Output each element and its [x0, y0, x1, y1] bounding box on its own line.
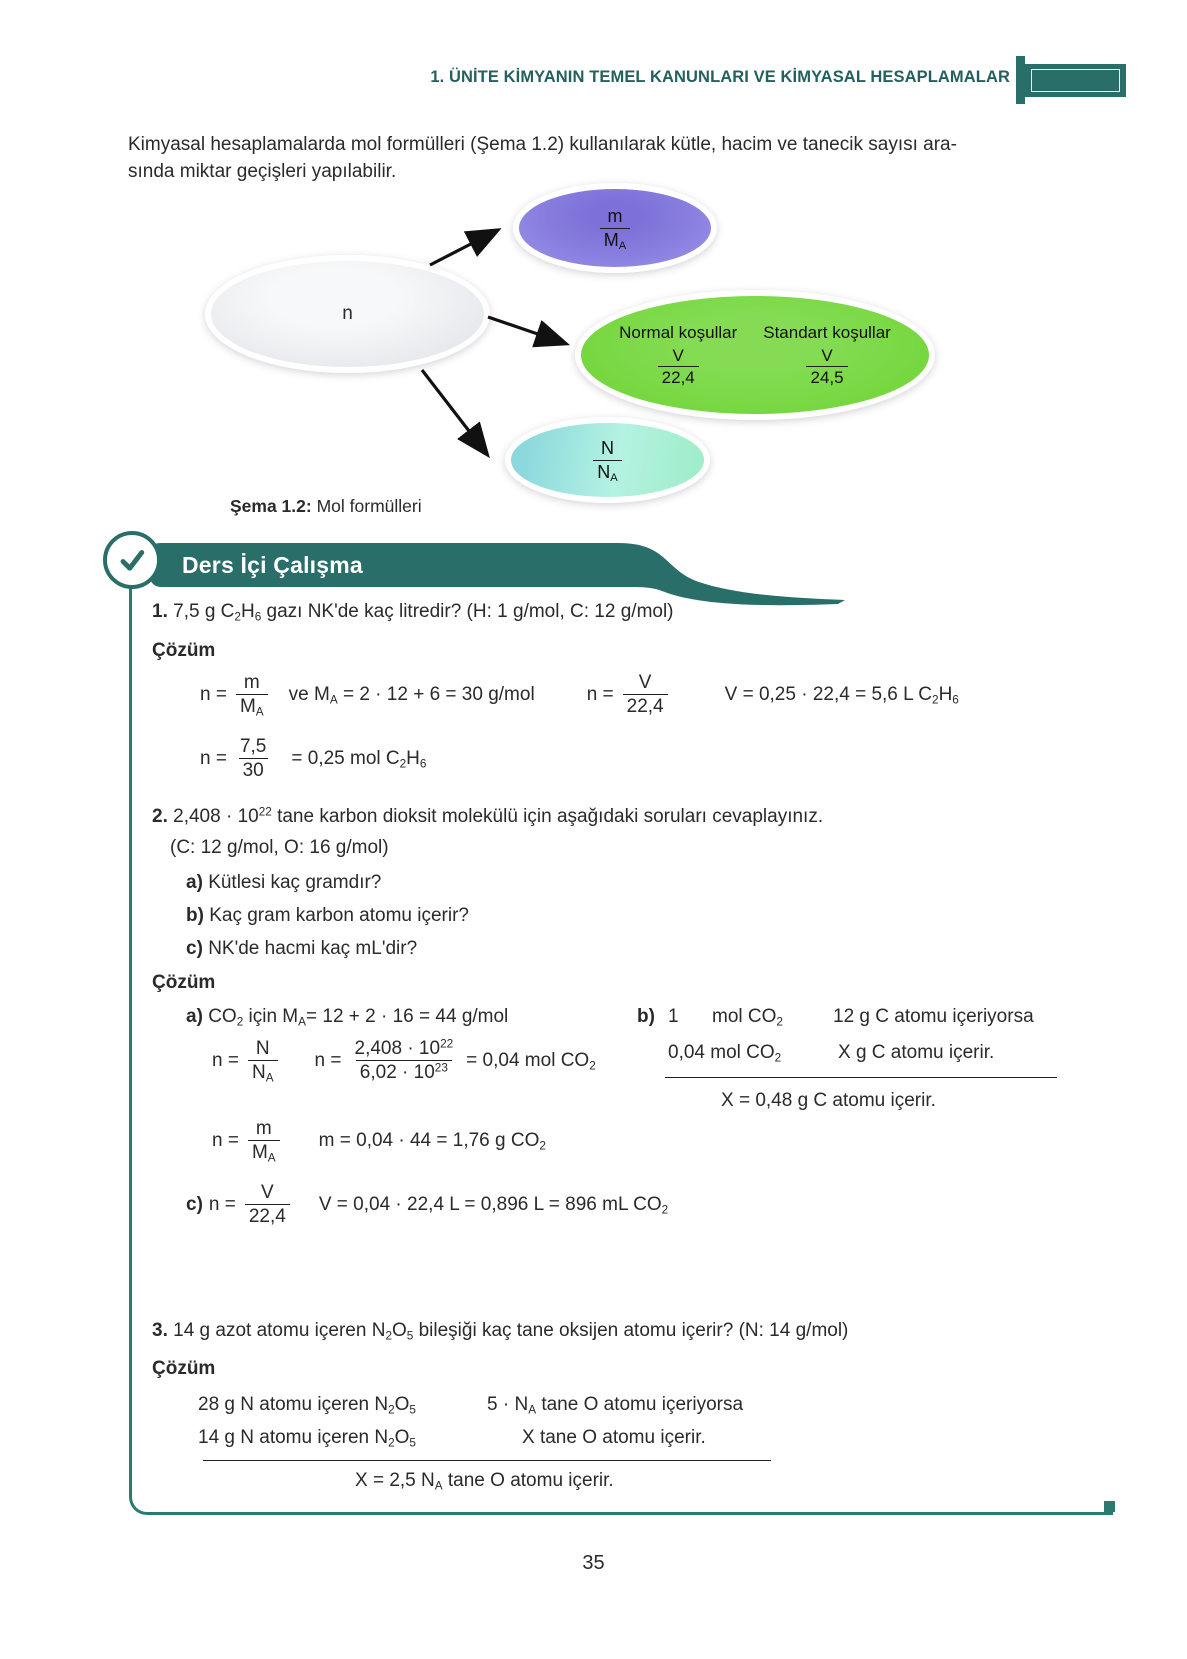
diagram-arrows-icon — [180, 185, 740, 485]
item-label: b) — [186, 905, 204, 926]
standard-conditions — [763, 323, 891, 387]
intro-line-1: Kimyasal hesaplamalarda mol formülleri (Şema 1.2) kullanılarak kütle, hacim ve tanecik sayısı ara- — [128, 134, 957, 155]
item-text: Kütlesi kaç gramdır? — [208, 872, 382, 893]
p1-formula-row-2 — [200, 736, 426, 782]
eq-text: n = — [314, 1049, 342, 1071]
p1-formula-row-1 — [200, 672, 959, 718]
normal-volume-fraction: $\frac{V}{22,4}$ — [658, 346, 699, 387]
p2a-formula-row-1 — [212, 1038, 596, 1084]
p2b-row1-right: 12 g C atomu içeriyorsa — [833, 1006, 1034, 1027]
p2b-result: X = 0,48 g C atomu içerir. — [721, 1090, 936, 1111]
standard-volume-fraction: $\frac{V}{24,5}$ — [806, 346, 847, 387]
eq-text: ve $M_A = 2 \cdot 12 + 6 = 30$ g/mol — [288, 683, 535, 707]
fraction-75-over-30: $\frac{7,5}{30}$ — [239, 736, 267, 782]
eq-text: m = 0,04 · 44 = 1,76 g $CO_2$ — [318, 1129, 546, 1153]
eq-text: V = 0,25 · 22,4 = 5,6 L $C_2H_6$ — [724, 683, 959, 707]
eq-text: n = — [212, 1129, 239, 1151]
p2b-row1-qty: 1 — [668, 1006, 679, 1027]
p3-row1-left: 28 g N atomu içeren $N_2O_5$ — [198, 1394, 416, 1417]
problem-2-question: $2,408 \cdot 10^{22}$ tane karbon dioksit molekülü için aşağıdaki soruları cevaplayınız. — [173, 805, 824, 827]
problem-2-number: 2. — [152, 806, 168, 827]
problem-3-number: 3. — [152, 1320, 168, 1341]
eq-text: = 0,25 mol $C_2H_6$ — [291, 747, 427, 771]
eq-text: n = — [208, 1193, 236, 1215]
eq-text: $CO_2$ için $M_A= 12 + 2 \cdot 16 = 44$ g/mol — [208, 1006, 509, 1029]
p2b-label: b) — [637, 1006, 655, 1027]
p3-proportion-rule — [203, 1460, 771, 1461]
standard-conditions-label: Standart koşullar — [763, 322, 891, 342]
problem-2 — [152, 806, 823, 828]
item-text: Kaç gram karbon atomu içerir? — [209, 905, 469, 926]
item-label: c) — [186, 1193, 203, 1215]
fraction-N-over-NA: $\frac{N}{N_A}$ — [248, 1038, 278, 1084]
problem-2-item-a — [186, 872, 381, 894]
fraction-m-over-MA: $\frac{m}{M_A}$ — [236, 672, 268, 718]
unit-tab-icon — [1016, 56, 1025, 104]
problem-2-item-b — [186, 905, 469, 927]
intro-paragraph — [128, 131, 1048, 185]
eq-text: n = — [586, 683, 614, 705]
item-text: NK'de hacmi kaç mL'dir? — [208, 938, 418, 959]
eq-text: n = — [200, 683, 227, 705]
fraction-2408e22-over-602e23: $\frac{2,408 \cdot 10^{22}}{6,02 \cdot 10^{23}}$ — [354, 1037, 454, 1084]
p3-row2-left: 14 g N atomu içeren $N_2O_5$ — [198, 1427, 416, 1450]
mass-fraction: $\frac{m}{M_A}$ — [600, 206, 630, 249]
check-icon — [114, 542, 150, 578]
caption-label: Şema 1.2: — [230, 496, 312, 516]
unit-tab-icon-inner — [1031, 69, 1120, 92]
solution-label-2: Çözüm — [152, 972, 216, 993]
diagram-mol-label: n — [342, 303, 353, 324]
section-title: Ders İçi Çalışma — [182, 552, 363, 578]
section-frame-end-square — [1104, 1501, 1115, 1512]
page-number: 35 — [582, 1552, 605, 1574]
intro-line-2: sında miktar geçişleri yapılabilir. — [128, 161, 397, 182]
p3-result: X = 2,5 $N_A$ tane O atomu içerir. — [355, 1470, 614, 1493]
p2b-row2-left: 0,04 mol $CO_2$ — [668, 1042, 782, 1065]
problem-1 — [152, 601, 674, 623]
item-label: a) — [186, 1006, 203, 1027]
p2b-proportion-rule — [665, 1077, 1057, 1078]
particle-fraction: $\frac{N}{N_A}$ — [593, 438, 621, 481]
problem-3-question: 14 g azot atomu içeren $N_2O_5$ bileşiği kaç tane oksijen atomu içerir? (N: 14 g/mol) — [173, 1320, 849, 1343]
eq-text: V = 0,04 · 22,4 L = 0,896 L = 896 mL $CO_2$ — [318, 1193, 669, 1217]
problem-3 — [152, 1320, 848, 1342]
problem-1-question: 7,5 g $C_2H_6$ gazı NK'de kaç litredir? (H: 1 g/mol, C: 12 g/mol) — [173, 601, 674, 624]
problem-2-note: (C: 12 g/mol, O: 16 g/mol) — [170, 837, 389, 858]
fraction-V-over-224: $\frac{V}{22,4}$ — [245, 1182, 290, 1228]
eq-text: n = — [200, 747, 227, 769]
normal-conditions-label: Normal koşullar — [619, 322, 738, 342]
diagram-caption — [230, 496, 422, 517]
p3-row2-right: X tane O atomu içerir. — [522, 1427, 706, 1448]
p2a-line-1 — [186, 1006, 508, 1028]
unit-tab-icon-rect — [1025, 64, 1126, 97]
p2b-row2-right: X g C atomu içerir. — [838, 1042, 995, 1063]
p2a-formula-row-2 — [212, 1118, 546, 1164]
eq-text: = 0,04 mol $CO_2$ — [466, 1049, 596, 1073]
p3-row1-right: $5 \cdot N_A$ tane O atomu içeriyorsa — [487, 1394, 744, 1417]
solution-label-3: Çözüm — [152, 1358, 216, 1379]
item-label: a) — [186, 872, 203, 893]
fraction-V-over-224: $\frac{V}{22,4}$ — [623, 672, 668, 718]
problem-1-number: 1. — [152, 601, 168, 622]
eq-text: n = — [212, 1049, 239, 1071]
fraction-m-over-MA: $\frac{m}{M_A}$ — [248, 1118, 280, 1164]
p2c-formula-row — [186, 1182, 668, 1228]
solution-label-1: Çözüm — [152, 640, 216, 661]
problem-2-item-c — [186, 938, 417, 960]
item-label: c) — [186, 938, 203, 959]
p2b-row1-unit: mol $CO_2$ — [712, 1006, 783, 1029]
unit-header-title: 1. ÜNİTE KİMYANIN TEMEL KANUNLARI VE KİMYASAL HESAPLAMALAR — [430, 68, 1010, 86]
check-circle — [103, 531, 161, 589]
caption-text: Mol formülleri — [316, 496, 422, 516]
